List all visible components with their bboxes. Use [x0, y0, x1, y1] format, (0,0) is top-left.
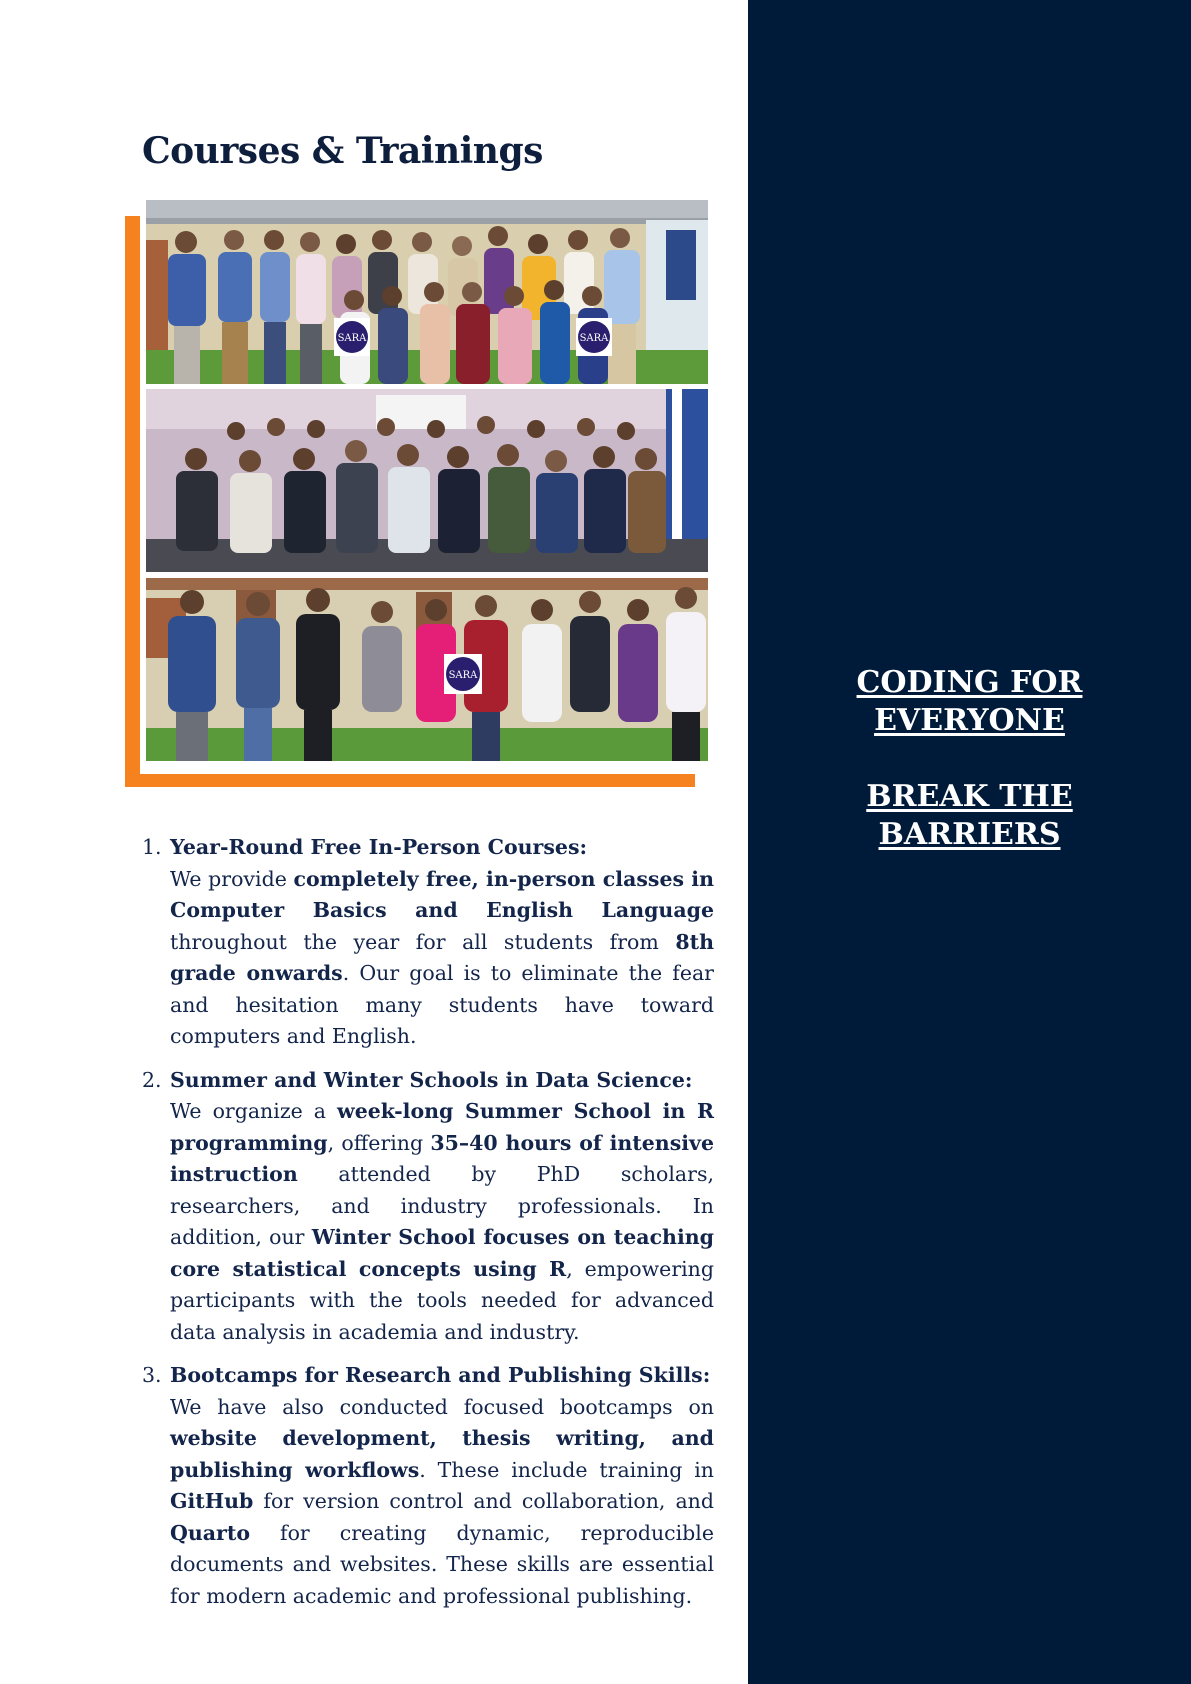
photo-collage — [140, 196, 712, 774]
sidebar-panel — [748, 0, 1191, 1684]
sara-badge-2: SARA — [579, 333, 609, 344]
course-title: Bootcamps for Research and Publishing Skills: — [170, 1363, 711, 1387]
body-text: attended by PhD scholars, researchers, and industry professionals. In addition, our — [170, 1162, 714, 1249]
sara-badge-1: SARA — [337, 333, 367, 344]
slogan-line: BREAK THE — [866, 779, 1073, 814]
body-text: for version control and collaboration, and — [253, 1489, 714, 1513]
group-photo-outdoor-2 — [146, 578, 708, 761]
body-text: We provide — [170, 866, 294, 891]
course-title: Year-Round Free In-Person Courses: — [170, 835, 588, 859]
emphasis-text: Winter School focuses on teaching core statistical concepts using R — [170, 1225, 714, 1281]
emphasis-text: 35–40 hours of intensive instruction — [170, 1130, 714, 1186]
emphasis-text: completely free, in-person classes in Computer Basics and English Language — [170, 866, 714, 922]
body-text: throughout the year for all students from — [170, 929, 676, 954]
sara-badge-3: SARA — [448, 670, 478, 681]
body-text: for creating dynamic, reproducible documents and websites. These skills are essential for modern academic and professional publishing. — [170, 1520, 714, 1608]
emphasis-text: Quarto — [170, 1520, 250, 1545]
course-number: 2. — [142, 1067, 162, 1092]
course-description — [170, 1392, 714, 1613]
course-item — [142, 832, 714, 1053]
body-text: We organize a — [170, 1099, 338, 1123]
slogan-line: BARRIERS — [878, 817, 1061, 852]
body-text: . These include training in — [419, 1457, 714, 1482]
emphasis-text: 8th grade onwards — [170, 929, 714, 985]
page-title: Courses & Trainings — [142, 130, 543, 172]
course-list — [142, 832, 714, 1624]
course-item — [142, 1360, 714, 1612]
body-text: , empowering participants with the tools needed for advanced data analysis in academia and industry. — [170, 1256, 714, 1344]
course-number: 1. — [142, 835, 162, 859]
course-item — [142, 1065, 714, 1349]
emphasis-text: GitHub — [170, 1489, 254, 1513]
group-photo-outdoor-1 — [146, 200, 708, 384]
course-description — [170, 864, 714, 1053]
slogans — [748, 664, 1191, 854]
course-title: Summer and Winter Schools in Data Science: — [170, 1067, 693, 1092]
slogan-coding-for-everyone — [748, 664, 1191, 740]
body-text: We have also conducted focused bootcamps on — [170, 1394, 714, 1419]
body-text: . Our goal is to eliminate the fear and hesitation many students have toward computers and English. — [170, 961, 714, 1048]
slogan-line: CODING FOR — [856, 665, 1083, 700]
slogan-line: EVERYONE — [874, 703, 1065, 738]
course-number: 3. — [142, 1363, 162, 1387]
slogan-break-the-barriers — [748, 778, 1191, 854]
course-description — [170, 1096, 714, 1348]
emphasis-text: week-long Summer School in R programming — [170, 1099, 714, 1155]
emphasis-text: website development, thesis writing, and publishing workflows — [170, 1426, 714, 1482]
group-photo-indoor — [146, 389, 708, 572]
body-text: , offering — [327, 1130, 431, 1155]
